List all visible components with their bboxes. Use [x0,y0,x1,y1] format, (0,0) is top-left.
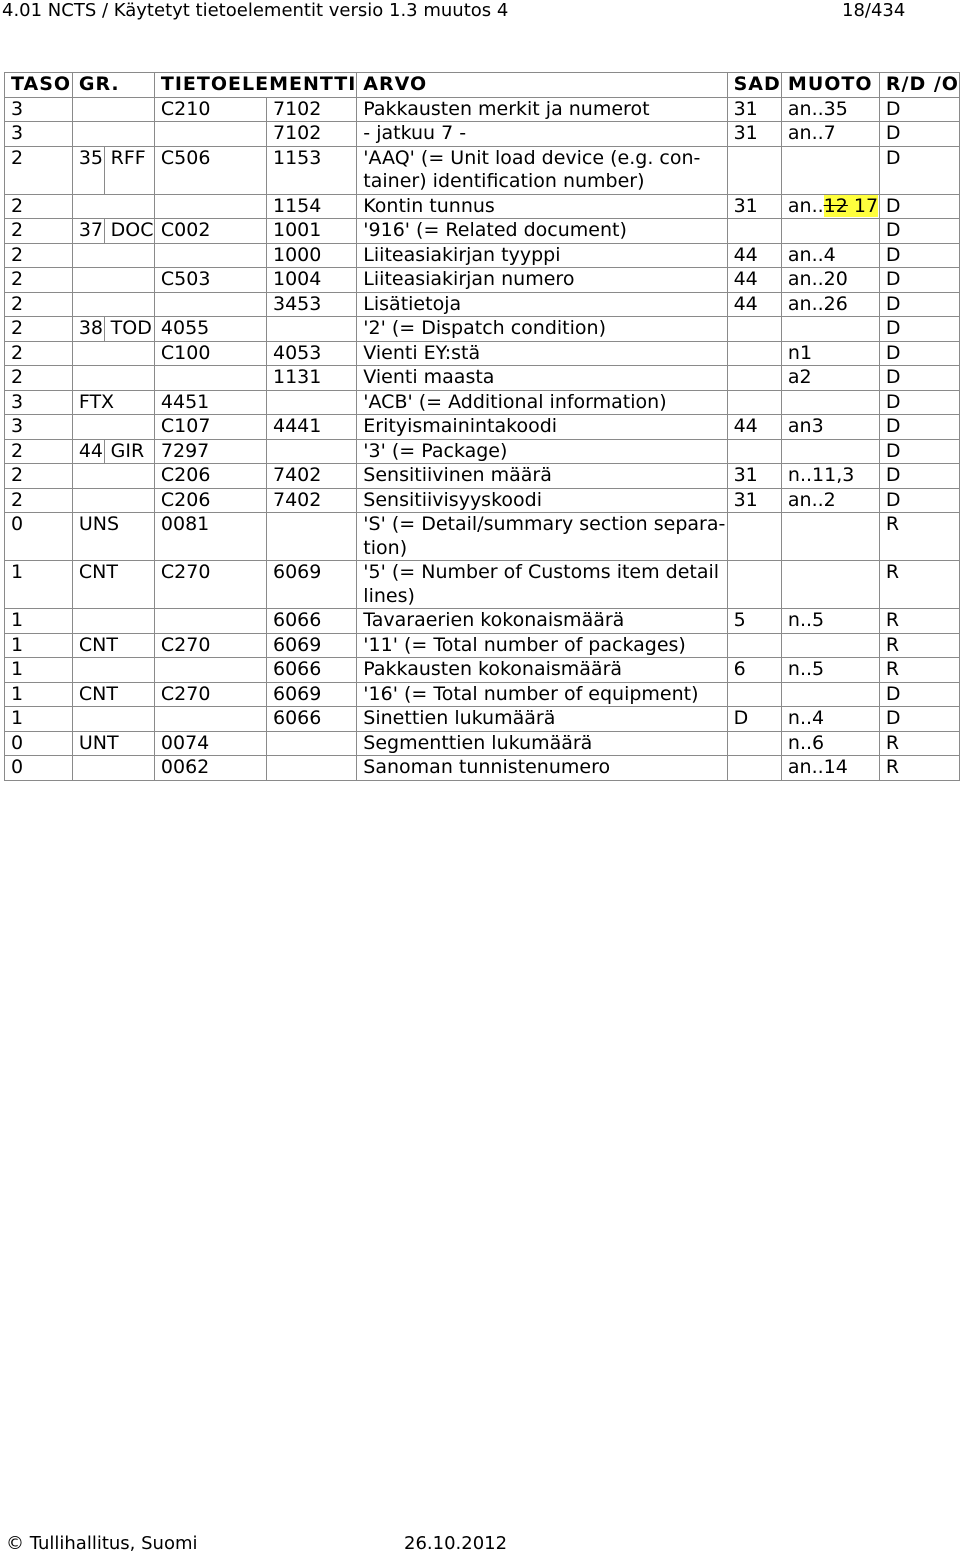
cell: 1 [5,658,73,683]
cell: Sanoman tunnistenumero [357,756,727,781]
cell: a2 [781,366,879,391]
page-number: 18/434 [842,0,906,21]
arvo-line: lines) [363,584,415,607]
cell: Liiteasiakirjan tyyppi [357,243,727,268]
cell: 4441 [266,415,356,440]
cell: 1131 [266,366,356,391]
cell: D [879,488,959,513]
cell: 6069 [266,561,356,609]
cell: n..4 [781,707,879,732]
col-gr: GR. [72,73,154,98]
cell: 0074 [154,731,266,756]
cell [781,682,879,707]
cell: 7297 [154,439,266,464]
cell: an..2 [781,488,879,513]
table-row [5,415,960,440]
table-row [5,122,960,147]
cell: 0081 [154,513,266,561]
cell: 31 [727,97,781,122]
document-title: 4.01 NCTS / Käytetyt tietoelementit versio 1.3 muutos 4 [2,0,509,21]
cell: Sensitiivinen määrä [357,464,727,489]
cell: 0 [5,731,73,756]
cell: 3 [5,390,73,415]
table-row [5,439,960,464]
cell: 3 [5,122,73,147]
cell [781,439,879,464]
cell [727,390,781,415]
cell [154,366,266,391]
col-arvo: ARVO [357,73,727,98]
table-header-row [5,73,960,98]
cell: 1154 [266,194,356,219]
cell: 2 [5,219,73,244]
data-elements-table [4,72,960,781]
cell: CNT [72,633,154,658]
cell: D [879,219,959,244]
table-row [5,317,960,342]
cell: R [879,609,959,634]
cell: n..5 [781,658,879,683]
cell: C002 [154,219,266,244]
cell: CNT [72,682,154,707]
cell: Segmenttien lukumäärä [357,731,727,756]
cell: n..6 [781,731,879,756]
cell: '916' (= Related document) [357,219,727,244]
cell: D [879,146,959,194]
cell: Lisätietoja [357,292,727,317]
cell: FTX [72,390,154,415]
cell: D [879,439,959,464]
cell: 1 [5,561,73,609]
table-row [5,219,960,244]
cell: an..14 [781,756,879,781]
cell: 6066 [266,609,356,634]
cell: '2' (= Dispatch condition) [357,317,727,342]
cell: 2 [5,292,73,317]
cell: 1 [5,609,73,634]
cell: 37 [72,219,104,244]
cell: 1000 [266,243,356,268]
arvo-line: 'AAQ' (= Unit load device (e.g. con- [363,146,701,169]
cell: 5 [727,609,781,634]
cell: 0 [5,513,73,561]
cell: 7102 [266,122,356,147]
col-rdo: R/D /O [879,73,959,98]
cell: C506 [154,146,266,194]
table-row [5,292,960,317]
cell [154,707,266,732]
cell: n1 [781,341,879,366]
cell: R [879,658,959,683]
cell [727,219,781,244]
cell: 2 [5,439,73,464]
highlight-space [848,195,854,217]
cell: 2 [5,268,73,293]
cell [727,341,781,366]
table-row [5,194,960,219]
table-row [5,268,960,293]
cell: 4053 [266,341,356,366]
cell: C503 [154,268,266,293]
cell: 'ACB' (= Additional information) [357,390,727,415]
cell: 2 [5,366,73,391]
cell: 6069 [266,633,356,658]
cell: 7102 [266,97,356,122]
cell [154,194,266,219]
cell [72,658,154,683]
cell: 44 [727,292,781,317]
cell: D [879,243,959,268]
table-row [5,609,960,634]
cell: 6069 [266,682,356,707]
cell [727,633,781,658]
cell: 7402 [266,488,356,513]
table-row [5,756,960,781]
cell: C270 [154,682,266,707]
table-row [5,658,960,683]
cell: 3 [5,97,73,122]
table-row [5,488,960,513]
cell: C100 [154,341,266,366]
cell [727,513,781,561]
cell: 6 [727,658,781,683]
cell: D [879,390,959,415]
cell [154,292,266,317]
arvo-line: '5' (= Number of Customs item detail [363,561,720,583]
cell: R [879,633,959,658]
cell: Pakkausten kokonaismäärä [357,658,727,683]
cell: 2 [5,341,73,366]
cell: 31 [727,194,781,219]
cell [266,390,356,415]
table-row [5,561,960,609]
cell: an3 [781,415,879,440]
cell [72,756,154,781]
cell: D [879,194,959,219]
table-row [5,341,960,366]
cell: R [879,513,959,561]
table-row [5,390,960,415]
cell: C270 [154,633,266,658]
cell [727,561,781,609]
muoto-prefix: an.. [787,194,824,217]
cell [266,756,356,781]
cell: 31 [727,488,781,513]
cell: 38 [72,317,104,342]
cell: 44 [727,268,781,293]
cell: D [879,707,959,732]
cell: 2 [5,243,73,268]
cell [154,122,266,147]
cell: CNT [72,561,154,609]
cell [72,488,154,513]
cell: Sensitiivisyyskoodi [357,488,727,513]
cell [781,219,879,244]
cell [781,390,879,415]
col-muoto: MUOTO [781,73,879,98]
cell [72,122,154,147]
cell [266,439,356,464]
struck-value: 12 [823,194,848,217]
cell: 1 [5,633,73,658]
cell [72,194,154,219]
cell [727,439,781,464]
cell [357,561,727,609]
table-row [5,97,960,122]
cell: D [879,464,959,489]
cell [781,146,879,194]
cell: R [879,756,959,781]
cell: Vienti EY:stä [357,341,727,366]
cell: UNT [72,731,154,756]
table-row [5,146,960,194]
cell: 3453 [266,292,356,317]
cell: D [879,97,959,122]
cell: 6066 [266,658,356,683]
cell: an..26 [781,292,879,317]
cell: an..4 [781,243,879,268]
cell: 1 [5,682,73,707]
cell [154,658,266,683]
cell: 6066 [266,707,356,732]
arvo-line: tainer) identification number) [363,170,645,192]
cell [72,97,154,122]
cell: 2 [5,488,73,513]
table-row [5,682,960,707]
cell: DOC [104,219,154,244]
arvo-line: 'S' (= Detail/summary section separa- [363,513,726,535]
cell: 31 [727,464,781,489]
cell [781,317,879,342]
cell: 4055 [154,317,266,342]
cell: 4451 [154,390,266,415]
col-tietoelementti: TIETOELEMENTTI [154,73,356,98]
cell [266,317,356,342]
cell: D [879,317,959,342]
cell: 44 [72,439,104,464]
table-row [5,633,960,658]
cell: Liiteasiakirjan numero [357,268,727,293]
cell: C270 [154,561,266,609]
col-taso: TASO [5,73,73,98]
cell: 44 [727,415,781,440]
cell: 31 [727,122,781,147]
footer-date: 26.10.2012 [404,1533,508,1554]
cell [72,243,154,268]
new-value: 17 [853,194,879,217]
cell: RFF [104,146,154,194]
cell: 2 [5,194,73,219]
cell [357,146,727,194]
cell: C206 [154,488,266,513]
cell: D [879,366,959,391]
cell [72,707,154,732]
cell: 2 [5,317,73,342]
cell: C206 [154,464,266,489]
cell: 2 [5,146,73,194]
table-row [5,707,960,732]
cell: D [879,415,959,440]
cell: C107 [154,415,266,440]
cell [266,513,356,561]
cell [72,341,154,366]
cell: D [879,341,959,366]
cell [727,731,781,756]
cell: D [879,682,959,707]
cell: Sinettien lukumäärä [357,707,727,732]
cell: Kontin tunnus [357,194,727,219]
table-row [5,513,960,561]
cell: 0 [5,756,73,781]
cell: Erityismainintakoodi [357,415,727,440]
cell [727,756,781,781]
cell: GIR [104,439,154,464]
table-row [5,464,960,489]
cell: R [879,731,959,756]
cell: C210 [154,97,266,122]
cell [781,513,879,561]
cell [266,731,356,756]
cell [357,513,727,561]
cell: Vienti maasta [357,366,727,391]
cell: '16' (= Total number of equipment) [357,682,727,707]
cell: Pakkausten merkit ja numerot [357,97,727,122]
cell [727,366,781,391]
cell [781,561,879,609]
arvo-line: tion) [363,536,408,559]
table-row [5,366,960,391]
cell [154,243,266,268]
table-row [5,731,960,756]
cell: 3 [5,415,73,440]
cell: R [879,561,959,609]
cell: 1 [5,707,73,732]
cell [72,268,154,293]
cell [727,317,781,342]
table-row [5,243,960,268]
cell [727,682,781,707]
cell: UNS [72,513,154,561]
cell [154,609,266,634]
cell: 1001 [266,219,356,244]
cell: 35 [72,146,104,194]
cell: 44 [727,243,781,268]
cell: an..7 [781,122,879,147]
cell [781,194,879,219]
cell: D [727,707,781,732]
cell [72,464,154,489]
cell: n..11,3 [781,464,879,489]
cell: '3' (= Package) [357,439,727,464]
col-sad: SAD [727,73,781,98]
cell: - jatkuu 7 - [357,122,727,147]
cell [727,146,781,194]
cell: 0062 [154,756,266,781]
cell: an..35 [781,97,879,122]
cell: Tavaraerien kokonaismäärä [357,609,727,634]
cell [72,366,154,391]
cell: '11' (= Total number of packages) [357,633,727,658]
cell [72,609,154,634]
cell: an..20 [781,268,879,293]
cell: 7402 [266,464,356,489]
cell: D [879,268,959,293]
cell: 1153 [266,146,356,194]
cell: D [879,292,959,317]
cell: 1004 [266,268,356,293]
cell: n..5 [781,609,879,634]
footer-copyright: © Tullihallitus, Suomi [6,1533,198,1554]
cell [781,633,879,658]
cell: D [879,122,959,147]
cell: 2 [5,464,73,489]
cell: TOD [104,317,154,342]
cell [72,292,154,317]
cell [72,415,154,440]
